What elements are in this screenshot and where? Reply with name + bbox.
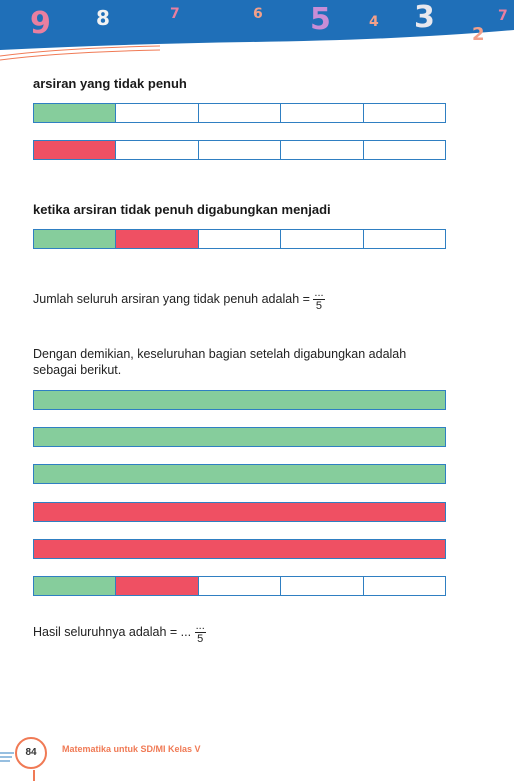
header-digit-7b: 7 [498, 8, 508, 24]
bar-cell-empty [199, 141, 281, 159]
partial-bar-red [33, 140, 446, 160]
bar-cell-empty [364, 141, 445, 159]
result-prefix: ... [180, 624, 192, 639]
bar-cell-filled [34, 104, 116, 122]
full-bar-red-1 [33, 502, 446, 522]
fraction-numerator: ... [195, 620, 205, 632]
header-digit-5: 5 [310, 2, 331, 37]
bar-cell-empty [364, 577, 445, 595]
fraction-denominator: 5 [197, 633, 204, 645]
header-digit-4: 4 [369, 14, 379, 30]
final-partial-bar [33, 576, 446, 596]
sum-sentence [33, 287, 325, 312]
bar-cell-empty [281, 141, 363, 159]
full-bar-green-2 [33, 427, 446, 447]
header-digit-8: 8 [96, 6, 110, 30]
full-bar-green-1 [33, 390, 446, 410]
bar-cell-empty [281, 104, 363, 122]
page-number-tick [33, 770, 35, 781]
page-number-badge: 84 [15, 737, 47, 769]
book-title-footer: Matematika untuk SD/MI Kelas V [62, 744, 201, 754]
header-digit-9: 9 [30, 6, 51, 41]
result-sentence [33, 620, 206, 645]
bar-cell-empty [116, 104, 198, 122]
full-bar-red-2 [33, 539, 446, 559]
conclusion-sentence: Dengan demikian, keseluruhan bagian setelah digabungkan adalah sebagai berikut. [33, 347, 407, 377]
header-digit-7: 7 [170, 6, 180, 22]
bar-cell-empty [199, 577, 281, 595]
bar-cell-empty [364, 230, 445, 248]
bar-cell-empty [281, 230, 363, 248]
header-swoosh-lines [0, 44, 160, 64]
bar-cell-filled [34, 141, 116, 159]
bar-cell-green [34, 230, 116, 248]
result-sentence-text: Hasil seluruhnya adalah = [33, 624, 181, 639]
header-digit-2: 2 [472, 24, 485, 45]
bar-cell-red [116, 577, 198, 595]
bar-cell-red [116, 230, 198, 248]
section-title-partial-shading: arsiran yang tidak penuh [33, 76, 187, 91]
fraction-denominator: 5 [315, 300, 323, 312]
bar-cell-empty [281, 577, 363, 595]
header-digit-6: 6 [253, 6, 263, 22]
bar-cell-empty [116, 141, 198, 159]
bar-cell-empty [199, 104, 281, 122]
sum-sentence-text: Jumlah seluruh arsiran yang tidak penuh adalah = [33, 291, 314, 306]
bar-cell-empty [199, 230, 281, 248]
partial-bar-green [33, 103, 446, 123]
header-digit-3: 3 [414, 0, 435, 35]
fraction-numerator: ... [314, 287, 324, 299]
full-bar-green-3 [33, 464, 446, 484]
bar-cell-empty [364, 104, 445, 122]
combined-bar [33, 229, 446, 249]
sum-fraction [313, 287, 324, 312]
bar-cell-green [34, 577, 116, 595]
section-title-combined: ketika arsiran tidak penuh digabungkan menjadi [33, 202, 331, 217]
result-fraction [195, 620, 206, 645]
